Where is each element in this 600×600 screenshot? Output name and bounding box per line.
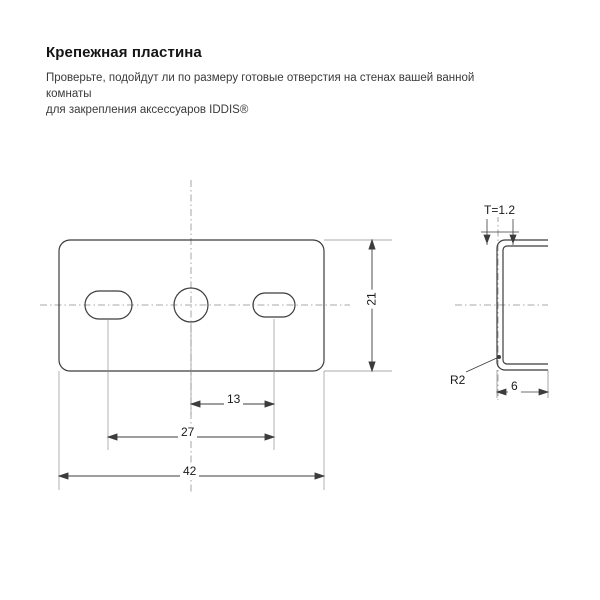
dim-label-depth: 6 [508,379,521,393]
subtitle-line-1: Проверьте, подойдут ли по размеру готовые отверстия на стенах вашей ванной комнаты [46,72,475,100]
centerlines [40,180,350,492]
dim-label-27: 27 [178,425,197,439]
leader-r2 [466,355,501,372]
plate-outline [59,240,324,371]
dim-label-radius: R2 [447,373,468,387]
page-title: Крепежная пластина [46,44,202,61]
dim-extension-lines [59,240,392,490]
subtitle-line-2: для закрепления аксессуаров IDDIS® [46,104,249,116]
dim-label-thickness: T=1.2 [481,203,518,217]
dimension-depth-6 [497,370,548,398]
dim-label-13: 13 [224,392,243,406]
side-view-centerline [455,215,548,400]
dim-label-height: 21 [365,289,379,308]
dim-label-42: 42 [180,464,199,478]
